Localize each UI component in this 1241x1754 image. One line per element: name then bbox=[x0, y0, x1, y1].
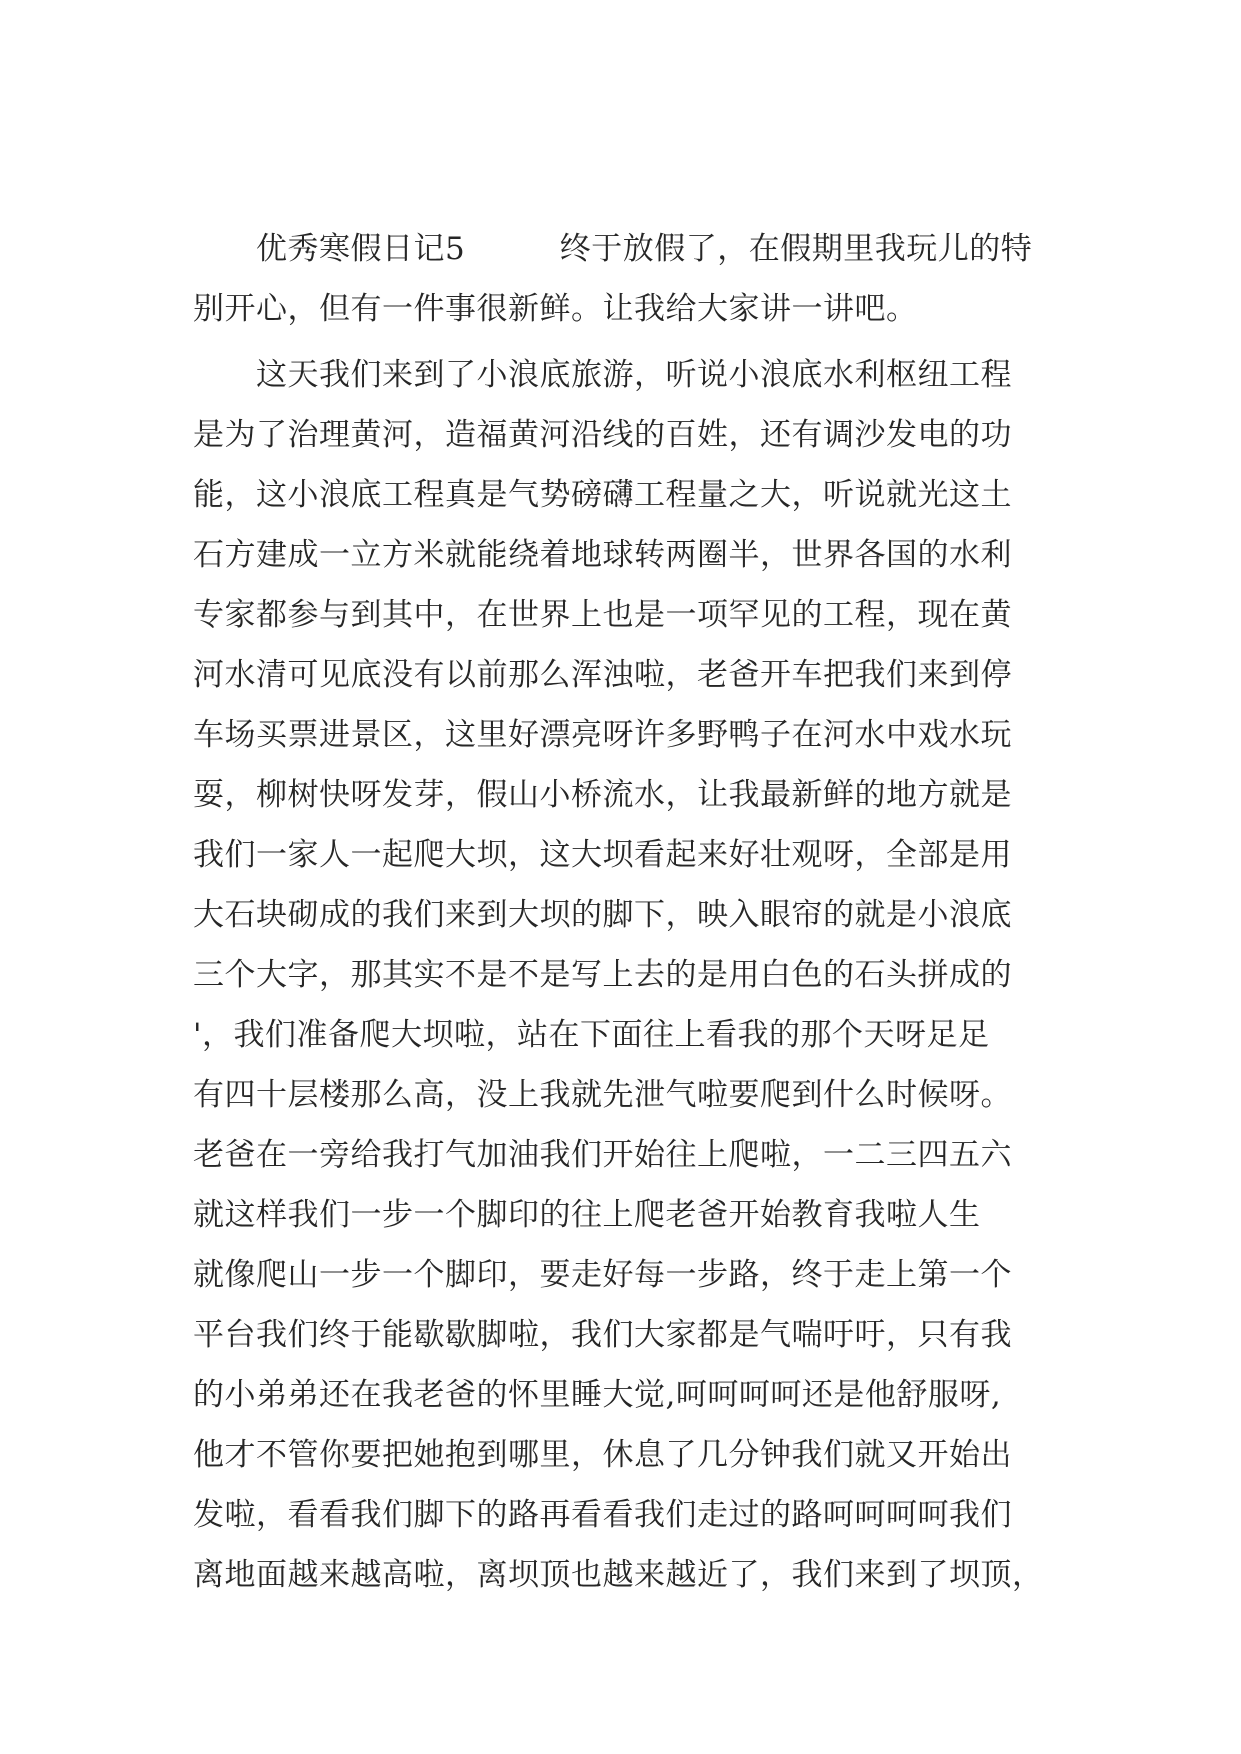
text-line: 三个大字，那其实不是不是写上去的是用白色的石头拼成的 bbox=[193, 957, 1012, 993]
text-line: 能，这小浪底工程真是气势磅礴工程量之大，听说就光这土 bbox=[193, 477, 1012, 513]
text-line: 是为了治理黄河，造福黄河沿线的百姓，还有调沙发电的功 bbox=[193, 417, 1012, 453]
text-line: 老爸在一旁给我打气加油我们开始往上爬啦，一二三四五六 bbox=[193, 1137, 1012, 1173]
text-line: 耍，柳树快呀发芽，假山小桥流水，让我最新鲜的地方就是 bbox=[193, 777, 1012, 813]
text-line: 河水清可见底没有以前那么浑浊啦，老爸开车把我们来到停 bbox=[193, 657, 1012, 693]
text-line: 大石块砌成的我们来到大坝的脚下，映入眼帘的就是小浪底 bbox=[193, 897, 1012, 933]
text-line: 车场买票进景区，这里好漂亮呀许多野鸭子在河水中戏水玩 bbox=[193, 717, 1012, 753]
text-line: '，我们准备爬大坝啦，站在下面往上看我的那个天呀足足 bbox=[193, 1017, 990, 1053]
diary-text-body bbox=[193, 219, 1073, 1605]
text-line: 就像爬山一步一个脚印，要走好每一步路，终于走上第一个 bbox=[193, 1257, 1012, 1293]
text-line: 离地面越来越高啦，离坝顶也越来越近了，我们来到了坝顶， bbox=[193, 1557, 1044, 1593]
text-line: 我们一家人一起爬大坝，这大坝看起来好壮观呀，全部是用 bbox=[193, 837, 1012, 873]
text-line: 就这样我们一步一个脚印的往上爬老爸开始教育我啦人生 bbox=[193, 1197, 981, 1233]
text-line: 专家都参与到其中，在世界上也是一项罕见的工程，现在黄 bbox=[193, 597, 1012, 633]
text-line: 这天我们来到了小浪底旅游，听说小浪底水利枢纽工程 bbox=[193, 357, 1012, 393]
text-line: 的小弟弟还在我老爸的怀里睡大觉,呵呵呵呵还是他舒服呀, bbox=[193, 1377, 1002, 1413]
text-line: 石方建成一立方米就能绕着地球转两圈半，世界各国的水利 bbox=[193, 537, 1012, 573]
text-line: 优秀寒假日记5 终于放假了，在假期里我玩儿的特 bbox=[193, 231, 1033, 267]
text-line: 发啦，看看我们脚下的路再看看我们走过的路呵呵呵呵我们 bbox=[193, 1497, 1012, 1533]
text-line: 平台我们终于能歇歇脚啦，我们大家都是气喘吁吁，只有我 bbox=[193, 1317, 1012, 1353]
text-line: 别开心，但有一件事很新鲜。让我给大家讲一讲吧。 bbox=[193, 291, 918, 327]
text-line: 有四十层楼那么高，没上我就先泄气啦要爬到什么时候呀。 bbox=[193, 1077, 1012, 1113]
text-line: 他才不管你要把她抱到哪里，休息了几分钟我们就又开始出 bbox=[193, 1437, 1012, 1473]
